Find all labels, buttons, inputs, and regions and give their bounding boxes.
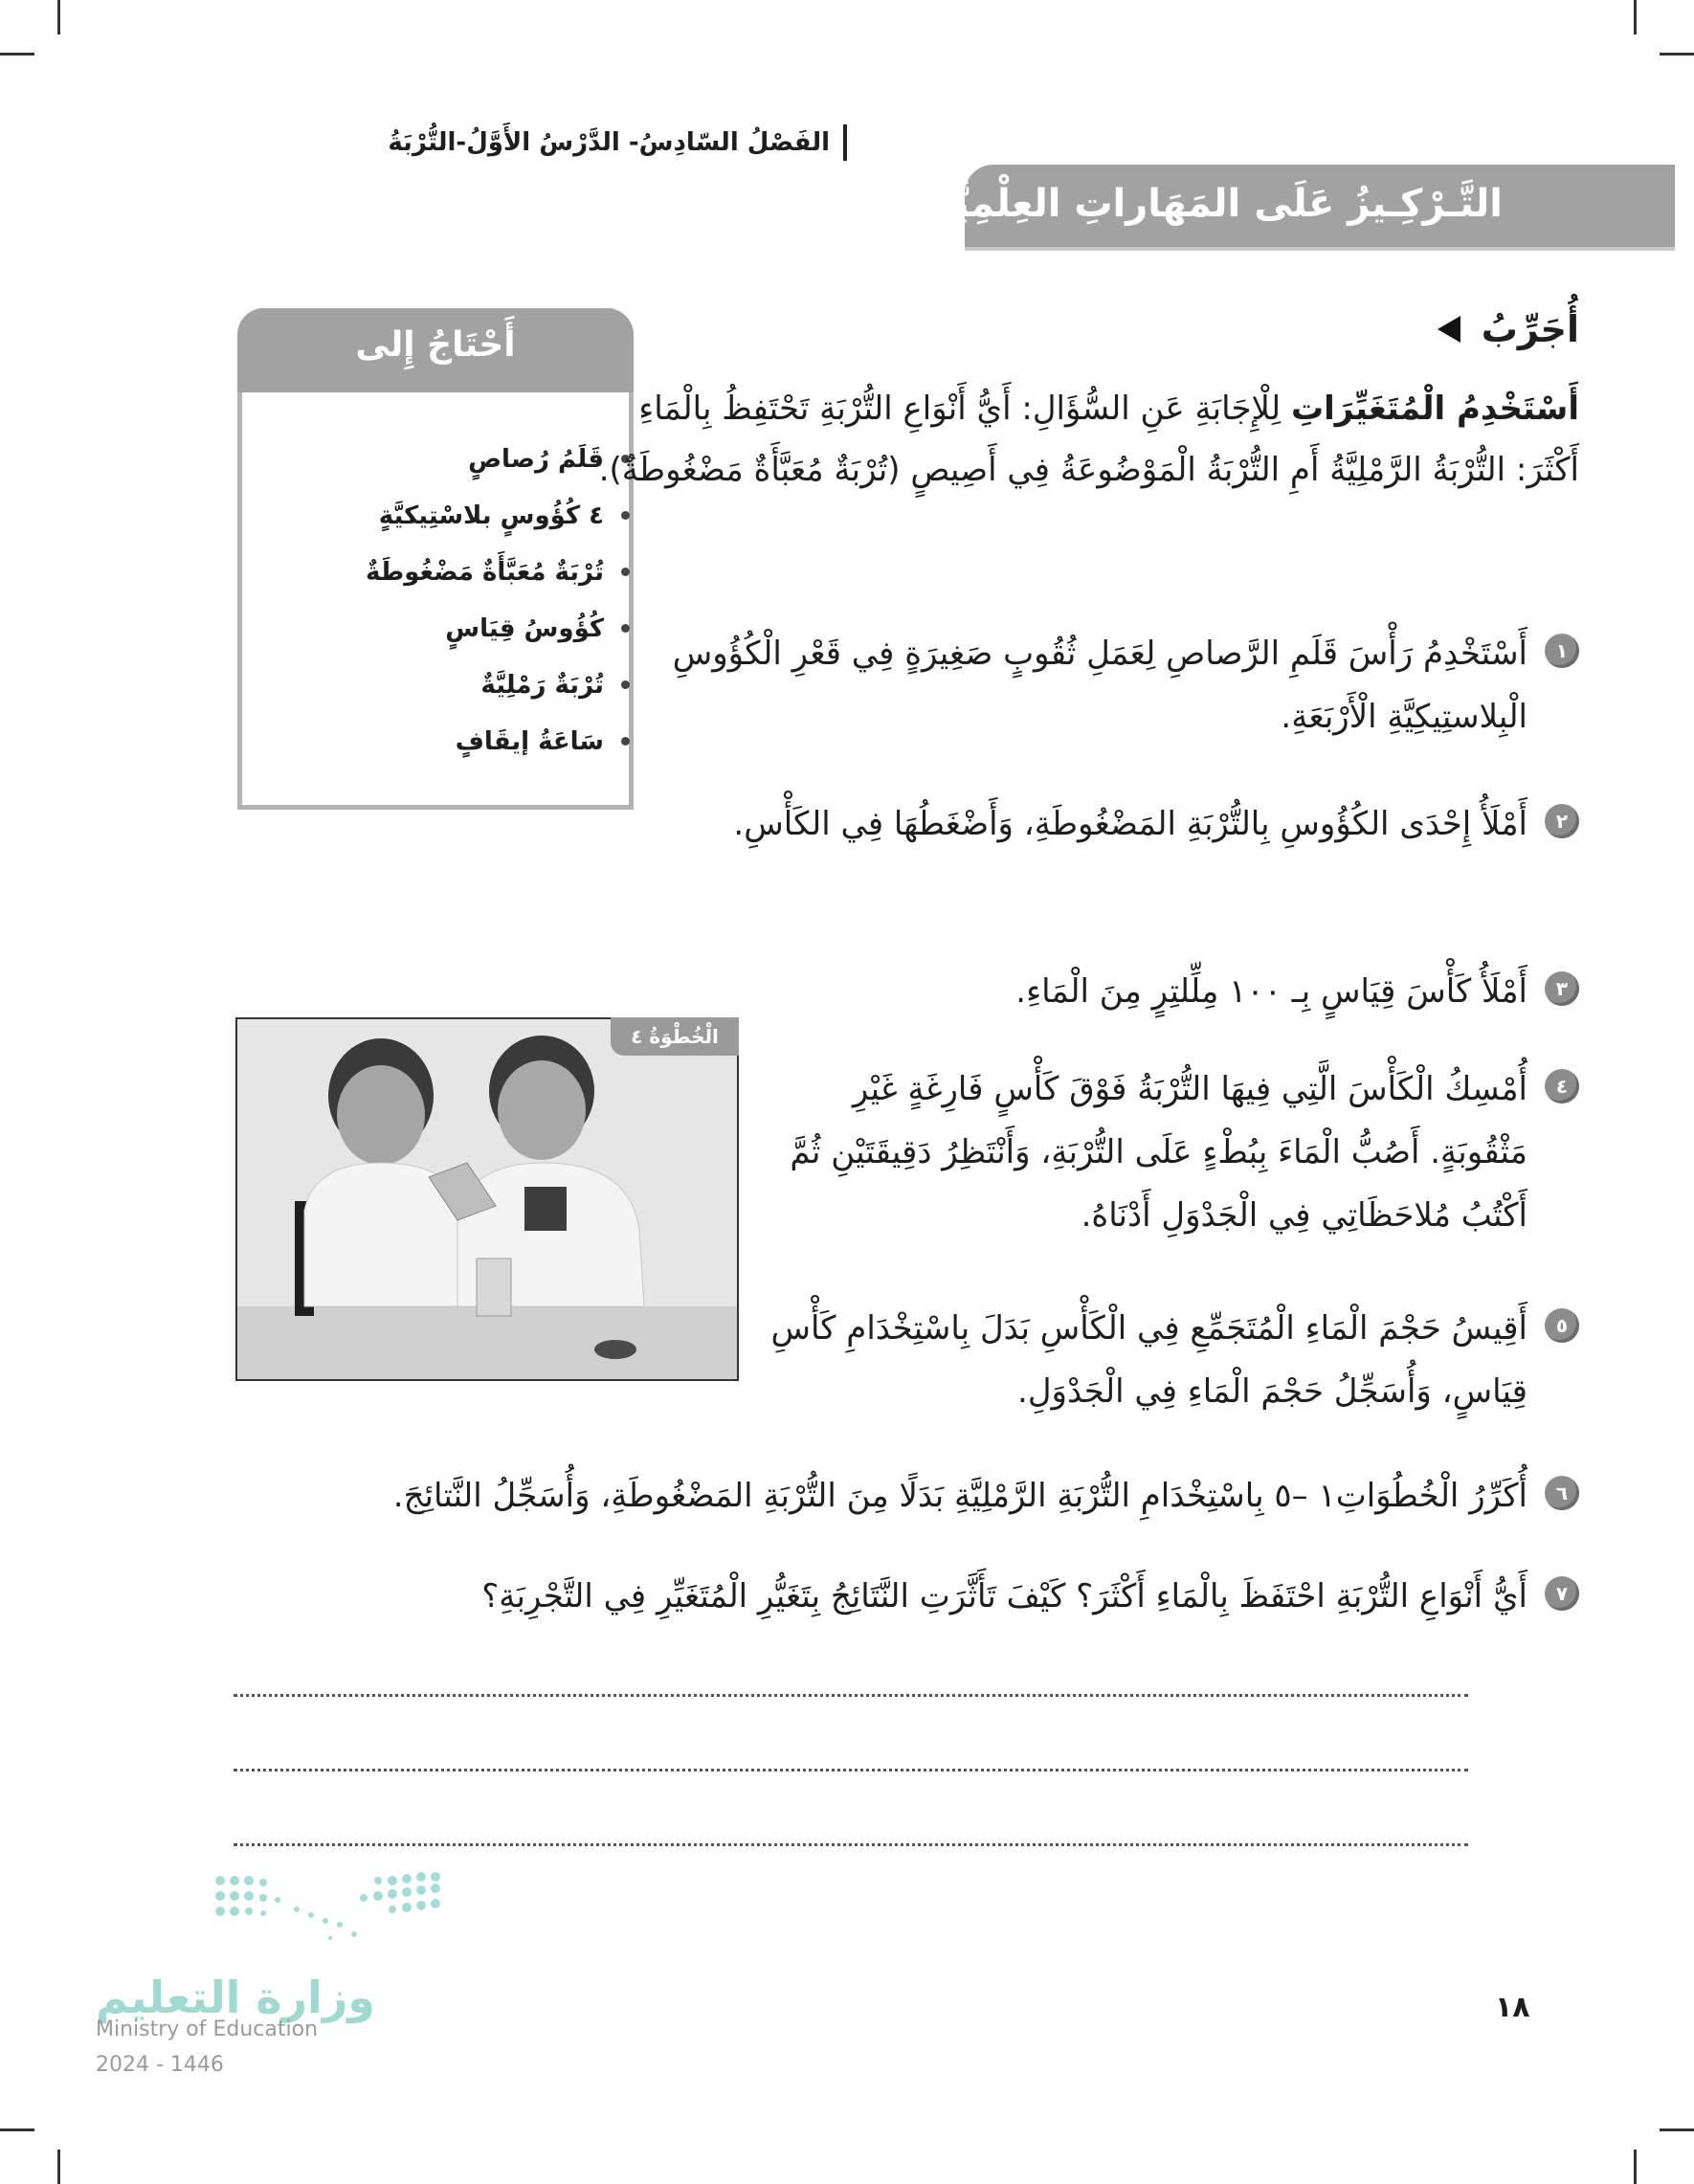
list-item: تُرْبَةٌ مُعَبَّأَةٌ مَضْغُوطَةٌ	[266, 544, 630, 600]
page-number: ١٨	[1495, 1991, 1530, 2024]
step-number-badge: ٤	[1545, 1069, 1579, 1103]
step-text: أُكَرِّرُ الْخُطُوَاتِ١ –٥ بِاسْتِخْدَامِ التُّرْبَةِ الرَّمْلِيَّةِ بَدَلًا مِنَ التُّرْبَةِ المَضْغُوطَةِ، وَأُسَجِّلُ النَّتائِجَ.	[392, 1477, 1527, 1515]
step-number-badge: ٧	[1545, 1576, 1579, 1611]
intro-text: لِلْإِجَابَةِ عَنِ السُّؤَالِ: أَيُّ أَنْوَاعِ التُّرْبَةِ تَحْتَفِظُ بِالْمَاءِ أَكْثَرَ: التُّرْبَةُ الرَّمْلِيَّةُ أَمِ التُّرْبَةُ الْمَوْضُوعَةُ فِي أَصِيصٍ (تُرْبَةٌ مُعَبَّأَةٌ مَضْغُوطَةٌ).	[598, 390, 1579, 489]
answer-line[interactable]	[234, 1769, 1468, 1772]
step-item	[593, 960, 1579, 1023]
crop-mark	[1634, 0, 1637, 34]
photo-step-label: الْخُطْوَةُ ٤	[611, 1017, 739, 1056]
ministry-year: 2024 - 1446	[96, 2053, 224, 2077]
activity-intro	[593, 378, 1579, 501]
answer-line[interactable]	[234, 1843, 1468, 1846]
step-item	[593, 792, 1579, 856]
list-item: قَلَمُ رُصاصٍ	[266, 431, 630, 487]
step-item	[239, 1565, 1579, 1628]
crop-mark	[0, 2128, 34, 2131]
crop-mark	[57, 0, 60, 34]
step-number-badge: ٢	[1545, 804, 1579, 838]
ministry-name-english: Ministry of Education	[96, 2017, 319, 2041]
crop-mark	[57, 2150, 60, 2184]
step-text: أَيُّ أَنْوَاعِ التُّرْبَةِ احْتَفَظَ بِالْمَاءِ أَكْثَرَ؟ كَيْفَ تَأَثَّرَتِ النَّتَائِجُ بِتَغَيُّرِ الْمُتَغَيِّرِ فِي التَّجْرِبَةِ؟	[481, 1577, 1527, 1616]
children-pouring-water-illustration	[237, 1019, 737, 1379]
list-item: تُرْبَةٌ رَمْلِيَّةٌ	[266, 657, 630, 713]
experiment-photo	[235, 1017, 739, 1381]
step-text: أَقِيسُ حَجْمَ الْمَاءِ الْمُتَجَمِّعِ فِي الْكَأْسِ بَدَلَ بِاسْتِخْدَامِ كَأْسِ قِيَاسٍ، وَأُسَجِّلُ حَجْمَ الْمَاءِ فِي الْجَدْوَلِ.	[770, 1309, 1527, 1411]
crop-mark	[0, 53, 34, 56]
list-item: كُؤُوسُ قِيَاسٍ	[266, 600, 630, 657]
ministry-logo	[211, 1871, 450, 1951]
breadcrumb-divider	[843, 124, 847, 161]
section-banner-title: التَّـرْكِـيزُ عَلَى المَهَاراتِ العِلْمِيَّةِ	[931, 182, 1503, 226]
ministry-logo-dots-icon	[211, 1871, 450, 1948]
step-item	[756, 1297, 1579, 1423]
crop-mark	[1660, 2128, 1694, 2131]
intro-keyword: أَسْتَخْدِمُ الْمُتَغَيِّرَاتِ	[1290, 390, 1579, 428]
activity-heading	[1438, 308, 1579, 350]
crop-mark	[1634, 2150, 1637, 2184]
breadcrumb	[388, 124, 847, 161]
crop-mark	[1660, 53, 1694, 56]
step-text: أَمْلَأُ إِحْدَى الكُؤُوسِ بِالتُّرْبَةِ المَضْغُوطَةِ، وَأَضْغَطُهَا فِي الكَأْسِ.	[733, 805, 1527, 843]
step-text: أَسْتَخْدِمُ رَأْسَ قَلَمِ الرَّصاصِ لِعَمَلِ ثُقُوبٍ صَغِيرَةٍ فِي قَعْرِ الْكُؤُوسِ الْبِلاستِيكِيَّةِ الْأَرْبَعَةِ.	[672, 635, 1527, 736]
ministry-name-arabic: وزارة التعليم	[96, 1972, 375, 2023]
step-item	[756, 1058, 1579, 1247]
step-text: أَمْلَأُ كَأْسَ قِيَاسٍ بِـ ١٠٠ مِلِّلتِرٍ مِنَ الْمَاءِ.	[1015, 972, 1527, 1011]
breadcrumb-text: الفَصْلُ السّادِسُ- الدَّرْسُ الأَوَّلُ-التُّرْبَةُ	[388, 128, 830, 157]
list-item: سَاعَةُ إيقَافٍ	[266, 713, 630, 769]
materials-title: أَحْتَاجُ إِلى	[355, 325, 516, 365]
list-item: ٤ كُؤُوسٍ بلاسْتِيكيَّةٍ	[266, 487, 630, 544]
answer-line[interactable]	[234, 1694, 1468, 1697]
step-text: أُمْسِكُ الْكَأْسَ الَّتِي فِيهَا التُّرْبَةُ فَوْقَ كَأْسٍ فَارِغَةٍ غَيْرِ مَثْقُوبَةٍ. أَصُبُّ الْمَاءَ بِبُطْءٍ عَلَى التُّرْبَةِ، وَأَنْتَظِرُ دَقِيقَتَيْنِ ثُمَّ أَكْتُبُ مُلاحَظَاتِي فِي الْجَدْوَلِ أَدْنَاهُ.	[790, 1070, 1527, 1235]
step-number-badge: ٣	[1545, 971, 1579, 1006]
bullet-icon	[621, 568, 630, 576]
step-number-badge: ١	[1545, 634, 1579, 668]
step-item	[239, 1464, 1579, 1527]
triangle-marker-icon	[1438, 316, 1460, 343]
bullet-icon	[621, 511, 630, 520]
activity-heading-text: أُجَرِّبُ	[1481, 308, 1579, 350]
materials-list	[266, 431, 630, 769]
step-number-badge: ٦	[1545, 1476, 1579, 1510]
step-item	[593, 622, 1579, 748]
step-number-badge: ٥	[1545, 1308, 1579, 1343]
